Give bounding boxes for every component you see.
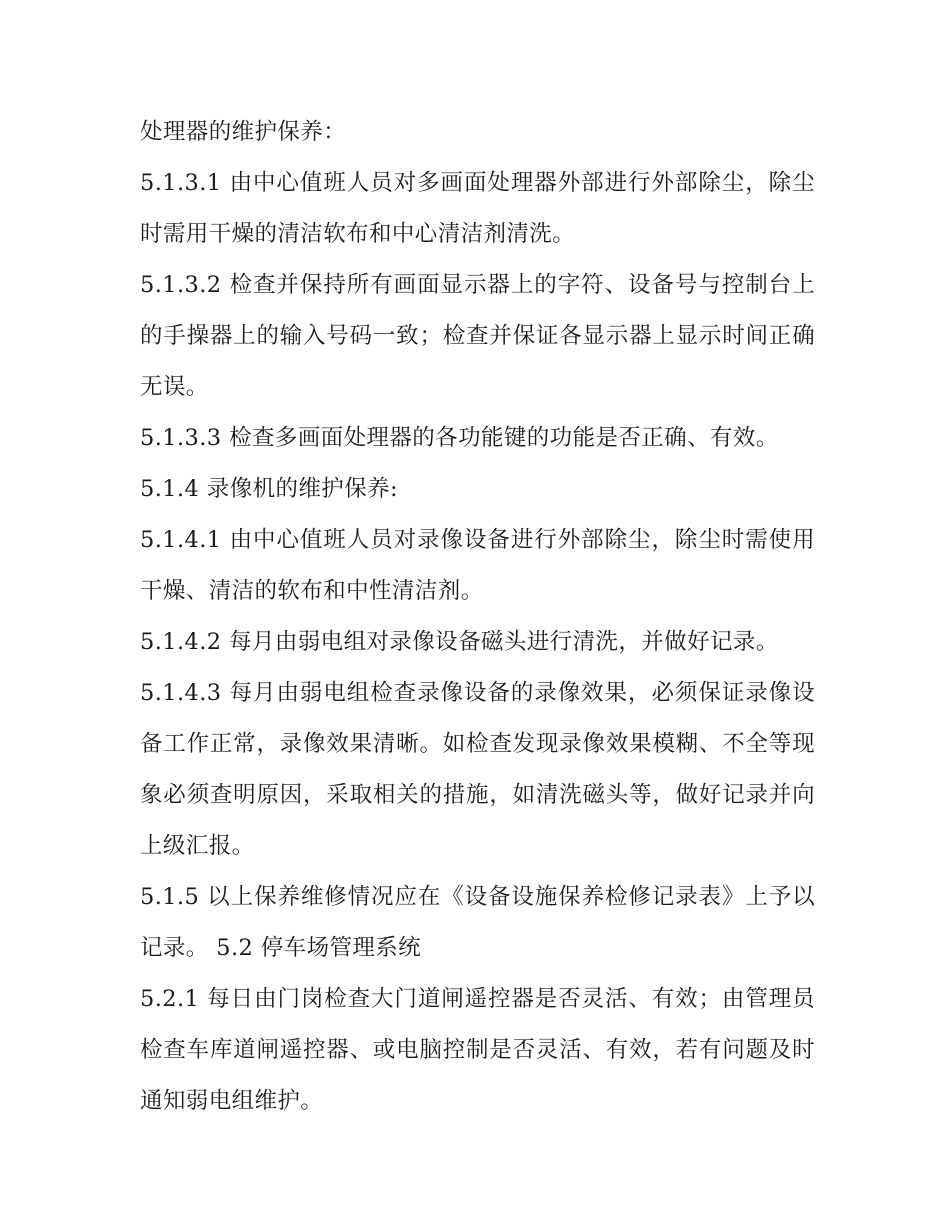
paragraph-5-2-1: 5.2.1 每日由门岗检查大门道闸遥控器是否灵活、有效；由管理员检查车库道闸遥控器、或电脑控制是否灵活、有效，若有问题及时通知弱电组维护。 <box>140 986 815 1114</box>
paragraph-5-1-5: 5.1.5 以上保养维修情况应在《设备设施保养检修记录表》上予以记录。 5.2 停车场管理系统 <box>140 884 815 961</box>
paragraph-heading-processor-maintenance: 处理器的维护保养： <box>140 119 347 145</box>
document-body <box>140 107 815 1127</box>
paragraph-5-1-3-3: 5.1.3.3 检查多画面处理器的各功能键的功能是否正确、有效。 <box>140 425 779 451</box>
paragraph-5-1-4: 5.1.4 录像机的维护保养: <box>140 476 398 502</box>
paragraph-5-1-4-1: 5.1.4.1 由中心值班人员对录像设备进行外部除尘，除尘时需使用干燥、清洁的软布和中性清洁剂。 <box>140 527 815 604</box>
paragraph-5-1-4-2: 5.1.4.2 每月由弱电组对录像设备磁头进行清洗，并做好记录。 <box>140 629 779 655</box>
paragraph-5-1-3-1: 5.1.3.1 由中心值班人员对多画面处理器外部进行外部除尘，除尘时需用干燥的清洁软布和中心清洁剂清洗。 <box>140 170 815 247</box>
paragraph-5-1-4-3: 5.1.4.3 每月由弱电组检查录像设备的录像效果，必须保证录像设备工作正常，录像效果清晰。如检查发现录像效果模糊、不全等现象必须查明原因，采取相关的措施，如清洗磁头等，做好记录并向上级汇报。 <box>140 680 815 859</box>
paragraph-5-1-3-2: 5.1.3.2 检查并保持所有画面显示器上的字符、设备号与控制台上的手操器上的输入号码一致；检查并保证各显示器上显示时间正确无误。 <box>140 272 815 400</box>
